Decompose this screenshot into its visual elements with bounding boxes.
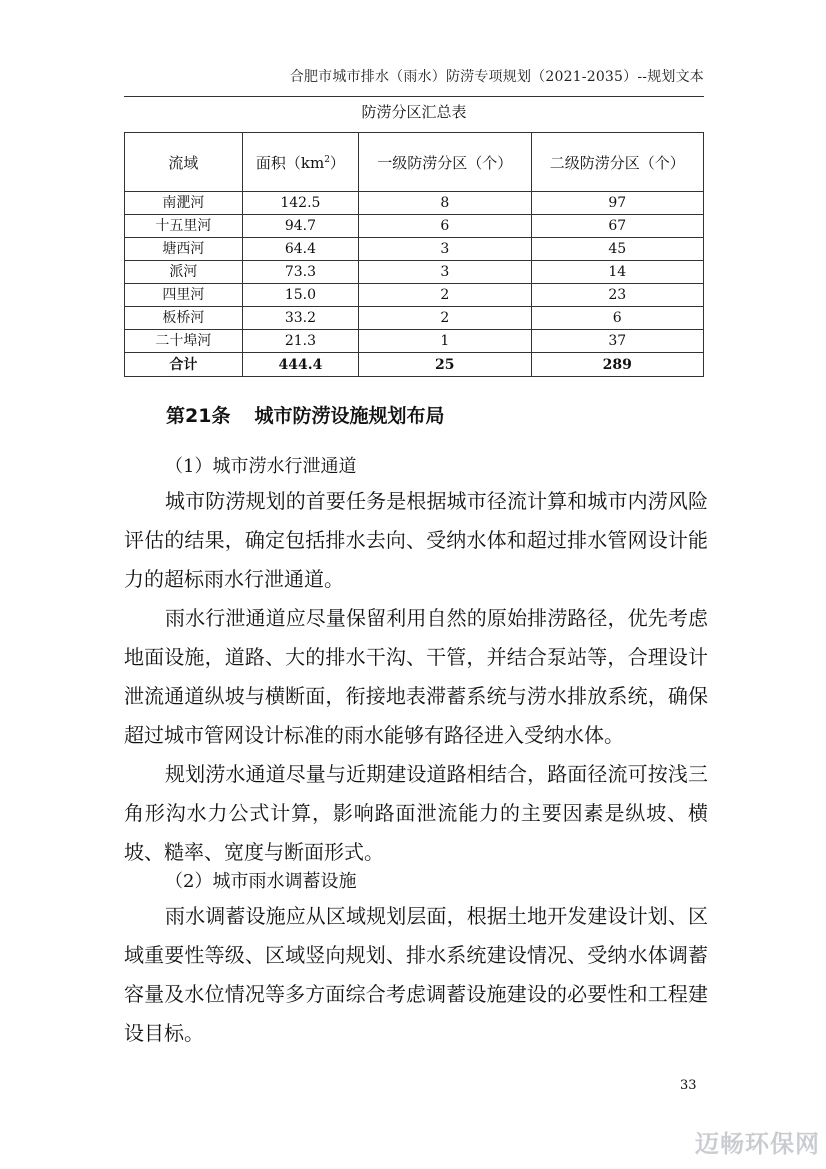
cell-basin: 二十埠河 — [125, 330, 243, 353]
cell-area: 142.5 — [242, 192, 358, 215]
column-header-secondary-zones: 二级防涝分区（个） — [531, 133, 703, 192]
section-body — [124, 599, 708, 755]
header-divider — [124, 96, 704, 97]
cell-primary: 2 — [359, 284, 531, 307]
table-row — [125, 192, 704, 215]
cell-secondary: 6 — [531, 307, 703, 330]
running-header: 合肥市城市排水（雨水）防涝专项规划（2021-2035）--规划文本 — [289, 69, 704, 85]
cell-area: 94.7 — [242, 215, 358, 238]
area-label: 面积（km — [255, 153, 325, 172]
paragraph: 雨水行泄通道应尽量保留利用自然的原始排涝路径，优先考虑地面设施，道路、大的排水干沟、干管，并结合泵站等，合理设计泄流通道纵坡与横断面，衔接地表滞蓄系统与涝水排放系统，确保超过城市管网设计标准的雨水能够有路径进入受纳水体。 — [124, 606, 708, 747]
area-label-close: ） — [329, 153, 345, 172]
paragraph: 城市防涝规划的首要任务是根据城市径流计算和城市内涝风险评估的结果，确定包括排水去向、受纳水体和超过排水管网设计能力的超标雨水行泄通道。 — [124, 489, 708, 591]
cell-secondary: 45 — [531, 238, 703, 261]
section-heading: （2）城市雨水调蓄设施 — [165, 871, 357, 892]
cell-primary: 1 — [359, 330, 531, 353]
cell-secondary: 67 — [531, 215, 703, 238]
page-number: 33 — [680, 1078, 697, 1093]
cell-secondary: 14 — [531, 261, 703, 284]
cell-area: 64.4 — [242, 238, 358, 261]
table-total-row — [125, 353, 704, 377]
section-body — [124, 755, 708, 872]
cell-primary: 8 — [359, 192, 531, 215]
cell-basin: 板桥河 — [125, 307, 243, 330]
column-header-area — [242, 133, 358, 192]
table-row — [125, 330, 704, 353]
cell-primary: 6 — [359, 215, 531, 238]
cell-total-secondary: 289 — [531, 353, 703, 377]
cell-total-label: 合计 — [125, 353, 243, 377]
cell-primary: 3 — [359, 238, 531, 261]
cell-area: 33.2 — [242, 307, 358, 330]
article-heading — [166, 401, 444, 428]
cell-total-primary: 25 — [359, 353, 531, 377]
paragraph: 规划涝水通道尽量与近期建设道路相结合，路面径流可按浅三角形沟水力公式计算，影响路面泄流能力的主要因素是纵坡、横坡、糙率、宽度与断面形式。 — [124, 762, 708, 864]
cell-area: 15.0 — [242, 284, 358, 307]
cell-area: 73.3 — [242, 261, 358, 284]
table-row — [125, 215, 704, 238]
cell-secondary: 23 — [531, 284, 703, 307]
flood-zone-summary-table — [124, 132, 704, 377]
table-row — [125, 238, 704, 261]
cell-secondary: 37 — [531, 330, 703, 353]
cell-basin: 四里河 — [125, 284, 243, 307]
cell-secondary: 97 — [531, 192, 703, 215]
table-caption: 防涝分区汇总表 — [361, 103, 467, 121]
article-title: 城市防涝设施规划布局 — [254, 405, 445, 427]
table-row — [125, 284, 704, 307]
cell-basin: 派河 — [125, 261, 243, 284]
area-unit-superscript: 2 — [324, 154, 330, 165]
cell-basin: 南淝河 — [125, 192, 243, 215]
cell-primary: 2 — [359, 307, 531, 330]
cell-basin: 十五里河 — [125, 215, 243, 238]
table-header-row — [125, 133, 704, 192]
site-watermark: 迈畅环保网 — [695, 1130, 820, 1158]
cell-primary: 3 — [359, 261, 531, 284]
table-row — [125, 261, 704, 284]
column-header-basin: 流域 — [125, 133, 243, 192]
section-body — [124, 897, 708, 1053]
section-heading: （1）城市涝水行泄通道 — [165, 456, 357, 477]
cell-area: 21.3 — [242, 330, 358, 353]
cell-total-area: 444.4 — [242, 353, 358, 377]
cell-basin: 塘西河 — [125, 238, 243, 261]
column-header-primary-zones: 一级防涝分区（个） — [359, 133, 531, 192]
section-body — [124, 482, 708, 599]
article-number: 第21条 — [166, 405, 231, 427]
table-row — [125, 307, 704, 330]
paragraph: 雨水调蓄设施应从区域规划层面，根据土地开发建设计划、区域重要性等级、区域竖向规划、排水系统建设情况、受纳水体调蓄容量及水位情况等多方面综合考虑调蓄设施建设的必要性和工程建设目标。 — [124, 904, 708, 1045]
